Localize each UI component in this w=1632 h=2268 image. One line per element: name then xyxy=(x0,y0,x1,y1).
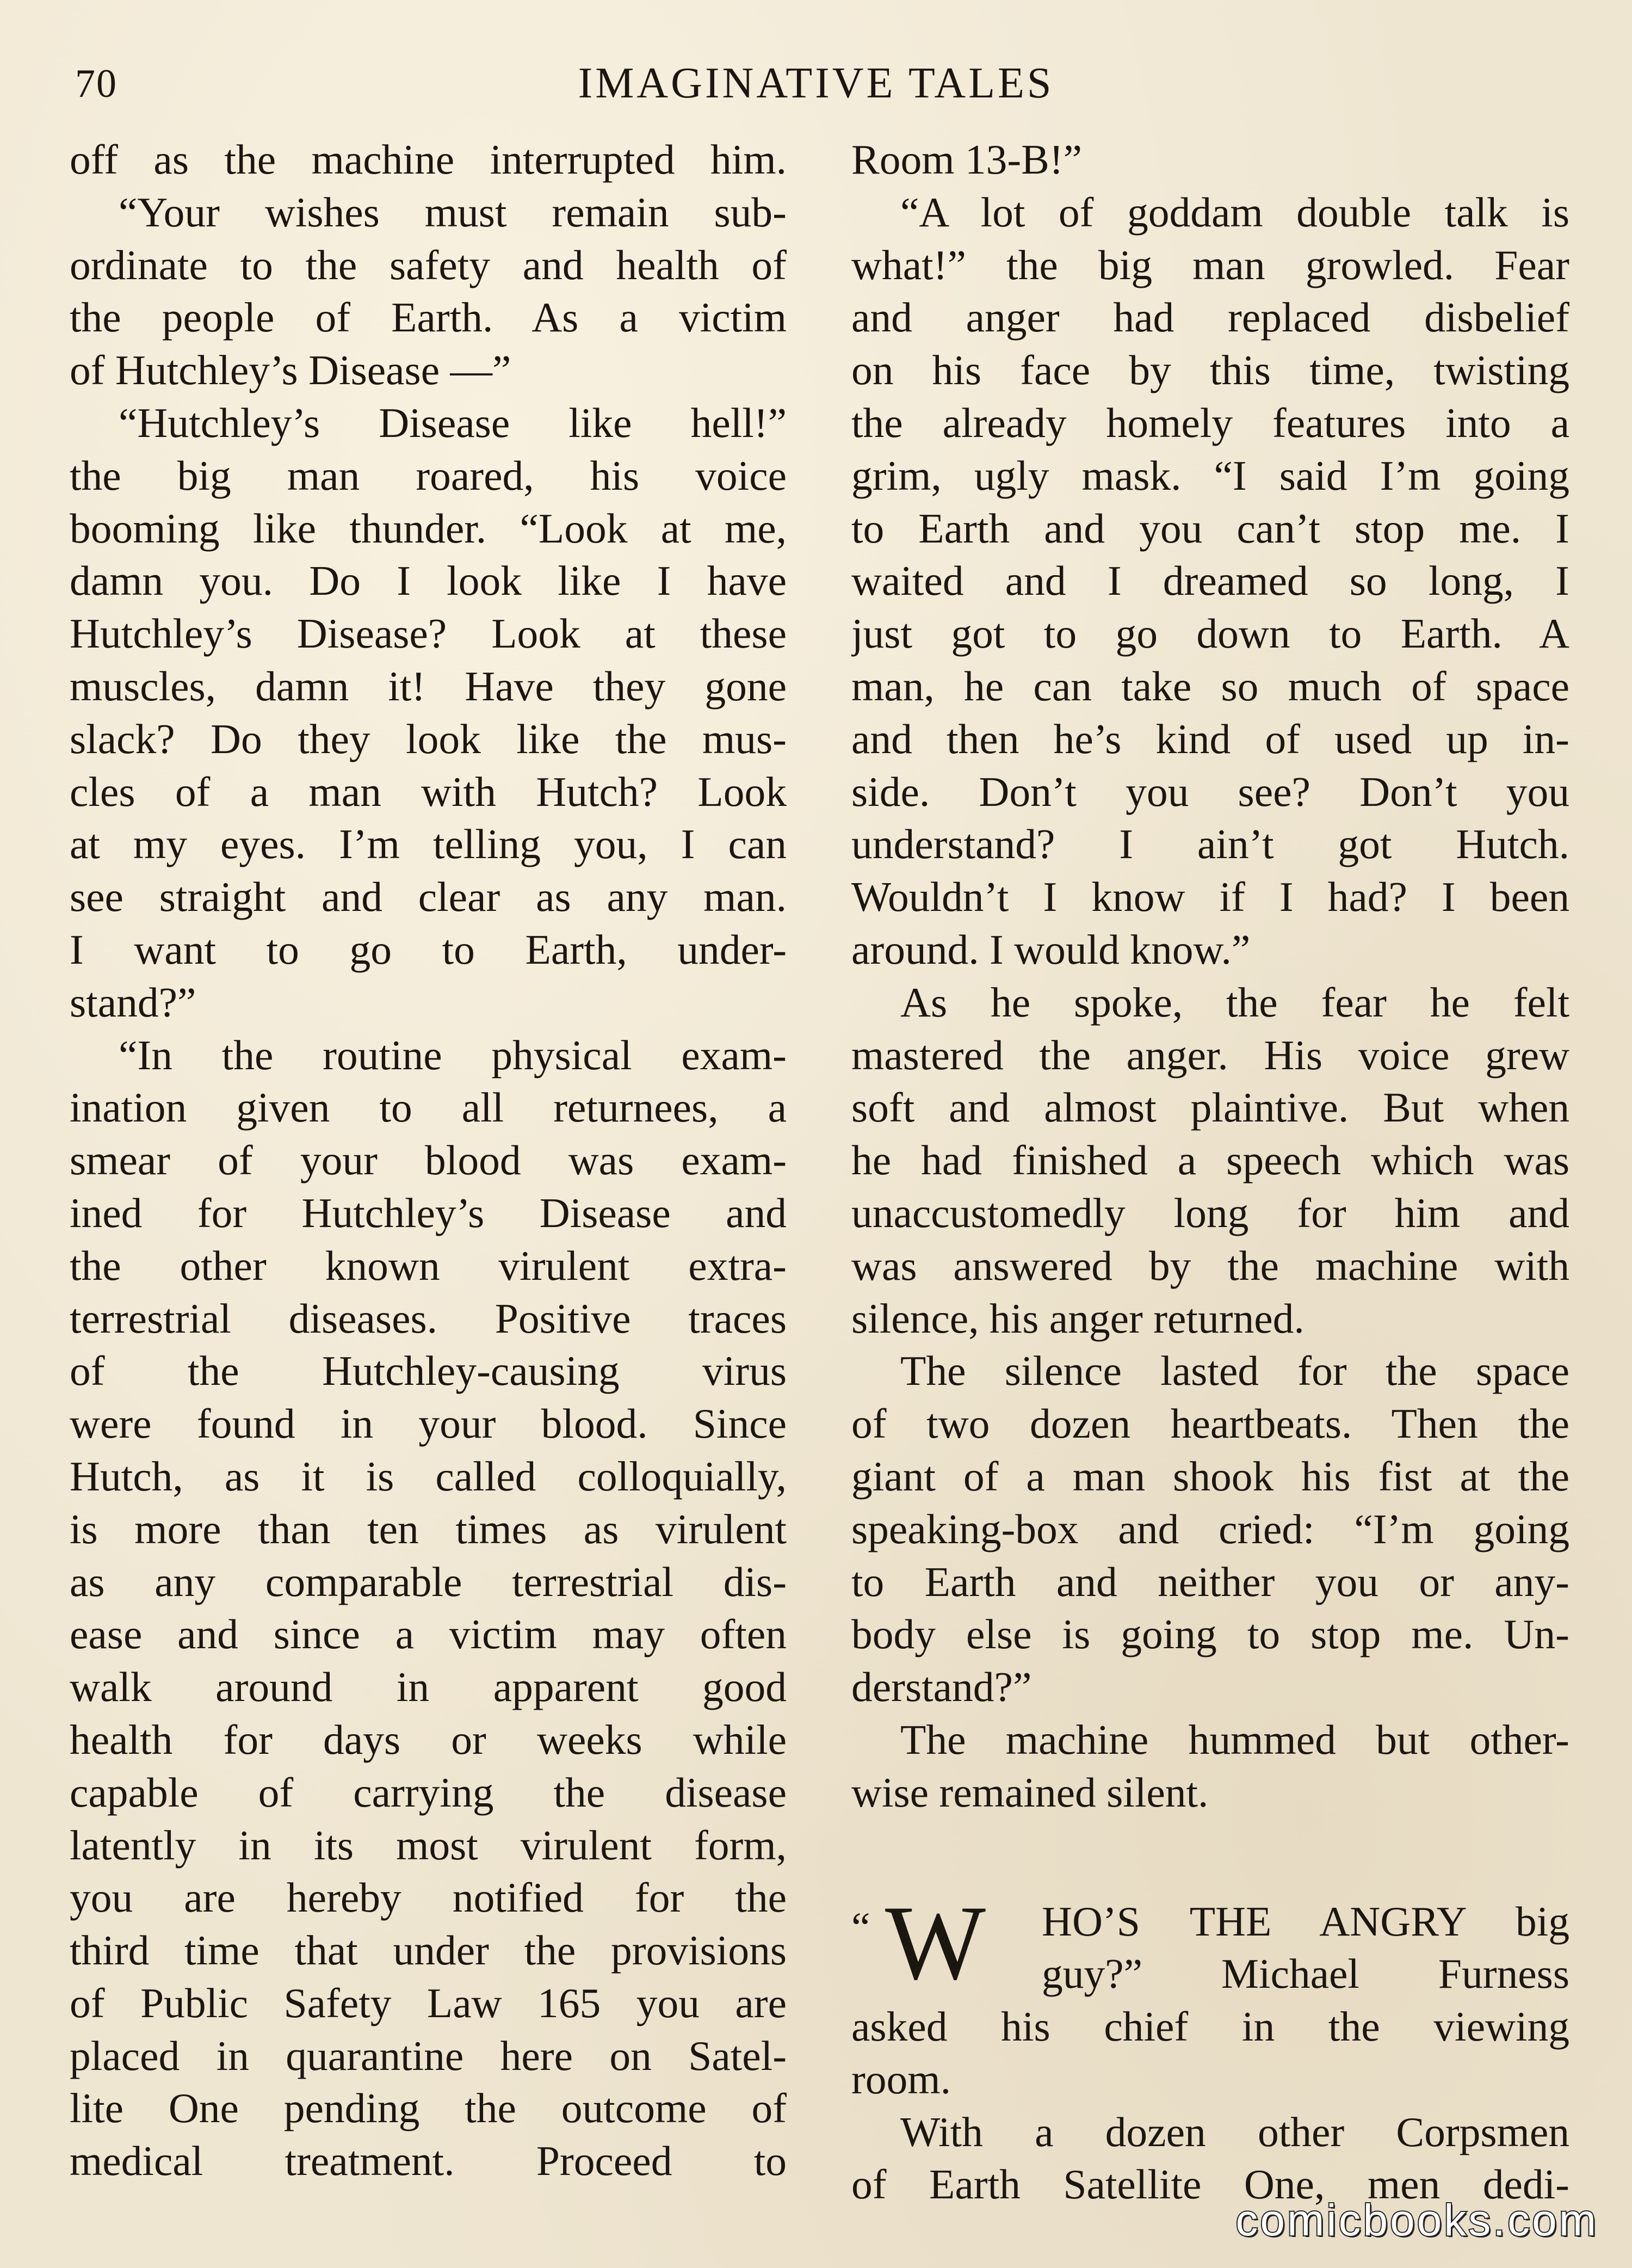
text-line: Wouldn’t I know if I had? I been xyxy=(851,873,1569,921)
text-line: soft and almost plaintive. But when xyxy=(851,1084,1569,1131)
text-line: guy?” Michael Furness xyxy=(1042,1950,1569,1998)
text-line: of Hutchley’s Disease —” xyxy=(70,347,511,394)
text-line: silence, his anger returned. xyxy=(851,1295,1305,1342)
text-line: asked his chief in the viewing xyxy=(851,2003,1569,2050)
text-line: With a dozen other Corpsmen xyxy=(900,2108,1569,2155)
text-line: the big man roared, his voice xyxy=(70,452,787,499)
text-line: Room 13-B!” xyxy=(851,136,1083,183)
section-opening xyxy=(851,1883,1569,2002)
text-line: muscles, damn it! Have they gone xyxy=(70,662,787,710)
left-column xyxy=(70,133,787,2187)
text-line: off as the machine interrupted him. xyxy=(70,136,787,183)
running-head: IMAGINATIVE TALES xyxy=(578,59,1054,107)
text-line: around. I would know.” xyxy=(851,926,1251,973)
text-line: slack? Do they look like the mus- xyxy=(70,715,787,762)
text-line: of Public Safety Law 165 you are xyxy=(70,1979,787,2026)
text-line: I want to go to Earth, under- xyxy=(70,926,787,973)
page-header xyxy=(65,49,1567,120)
text-line: “A lot of goddam double talk is xyxy=(900,188,1569,236)
text-line: smear of your blood was exam- xyxy=(70,1137,787,1184)
text-line: derstand?” xyxy=(851,1663,1032,1711)
text-line: understand? I ain’t got Hutch. xyxy=(851,821,1569,868)
text-line: “Hutchley’s Disease like hell!” xyxy=(119,399,787,446)
text-line: The machine hummed but other- xyxy=(900,1716,1569,1763)
text-line: placed in quarantine here on Satel- xyxy=(70,2032,787,2079)
text-line: stand?” xyxy=(70,978,196,1026)
text-line: he had finished a speech which was xyxy=(851,1137,1569,1184)
text-line: booming like thunder. “Look at me, xyxy=(70,504,787,552)
page-number: 70 xyxy=(75,61,118,106)
text-line: giant of a man shook his fist at the xyxy=(851,1452,1569,1500)
text-line: mastered the anger. His voice grew xyxy=(851,1031,1569,1078)
text-line: of two dozen heartbeats. Then the xyxy=(851,1400,1569,1447)
text-line: at my eyes. I’m telling you, I can xyxy=(70,821,787,868)
text-line: ination given to all returnees, a xyxy=(70,1084,787,1131)
text-line: the people of Earth. As a victim xyxy=(70,294,787,341)
text-line: third time that under the provisions xyxy=(70,1927,787,1974)
text-line: the other known virulent extra- xyxy=(70,1242,787,1289)
text-line: The silence lasted for the space xyxy=(900,1347,1569,1395)
text-line: was answered by the machine with xyxy=(851,1242,1569,1289)
text-line: were found in your blood. Since xyxy=(70,1400,787,1447)
text-line: room. xyxy=(851,2055,951,2103)
text-line: latently in its most virulent form, xyxy=(70,1821,787,1869)
text-line: As he spoke, the fear he felt xyxy=(900,978,1569,1026)
text-line: unaccustomedly long for him and xyxy=(851,1189,1569,1236)
text-line: man, he can take so much of space xyxy=(851,662,1569,710)
right-column xyxy=(851,133,1569,2211)
text-line: waited and I dreamed so long, I xyxy=(851,557,1569,605)
text-line: on his face by this time, twisting xyxy=(851,347,1569,394)
text-line: damn you. Do I look like I have xyxy=(70,557,787,605)
text-line: to Earth and neither you or any- xyxy=(851,1558,1569,1605)
dropcap-letter: W xyxy=(885,1883,986,2002)
text-line: health for days or weeks while xyxy=(70,1716,787,1763)
text-line: Hutch, as it is called colloquially, xyxy=(70,1452,787,1500)
text-line: of the Hutchley-causing virus xyxy=(70,1347,787,1395)
text-line: and anger had replaced disbelief xyxy=(851,294,1569,341)
text-line: terrestrial diseases. Positive traces xyxy=(70,1295,787,1342)
text-line: of Earth Satellite One, men dedi- xyxy=(851,2161,1569,2208)
text-line: is more than ten times as virulent xyxy=(70,1505,787,1552)
text-line: speaking-box and cried: “I’m going xyxy=(851,1505,1569,1552)
text-line: see straight and clear as any man. xyxy=(70,873,787,921)
text-line: cles of a man with Hutch? Look xyxy=(70,768,787,815)
text-line: what!” the big man growled. Fear xyxy=(851,241,1569,288)
text-line: you are hereby notified for the xyxy=(70,1874,787,1921)
text-line: just got to go down to Earth. A xyxy=(851,610,1569,657)
text-line: lite One pending the outcome of xyxy=(70,2085,787,2132)
text-line: walk around in apparent good xyxy=(70,1663,787,1711)
text-line: medical treatment. Proceed to xyxy=(70,2137,787,2185)
text-line: as any comparable terrestrial dis- xyxy=(70,1558,787,1605)
text-line: the already homely features into a xyxy=(851,399,1569,446)
text-line: body else is going to stop me. Un- xyxy=(851,1611,1569,1658)
text-line: “In the routine physical exam- xyxy=(119,1031,787,1078)
text-line: to Earth and you can’t stop me. I xyxy=(851,504,1569,552)
watermark: comicbooks.com xyxy=(1235,2196,1598,2245)
text-line: Hutchley’s Disease? Look at these xyxy=(70,610,787,657)
text-line: capable of carrying the disease xyxy=(70,1768,787,1816)
text-line: wise remained silent. xyxy=(851,1768,1209,1816)
dropcap-quote-mark: “ xyxy=(851,1903,870,1951)
text-line: “Your wishes must remain sub- xyxy=(119,188,787,236)
text-line: grim, ugly mask. “I said I’m going xyxy=(851,452,1569,499)
text-line: side. Don’t you see? Don’t you xyxy=(851,768,1569,815)
text-line: and then he’s kind of used up in- xyxy=(851,715,1569,762)
text-line: ordinate to the safety and health of xyxy=(70,241,787,288)
text-line: ined for Hutchley’s Disease and xyxy=(70,1189,787,1236)
text-line: HO’S THE ANGRY big xyxy=(1042,1897,1569,1945)
text-line: ease and since a victim may often xyxy=(70,1611,787,1658)
